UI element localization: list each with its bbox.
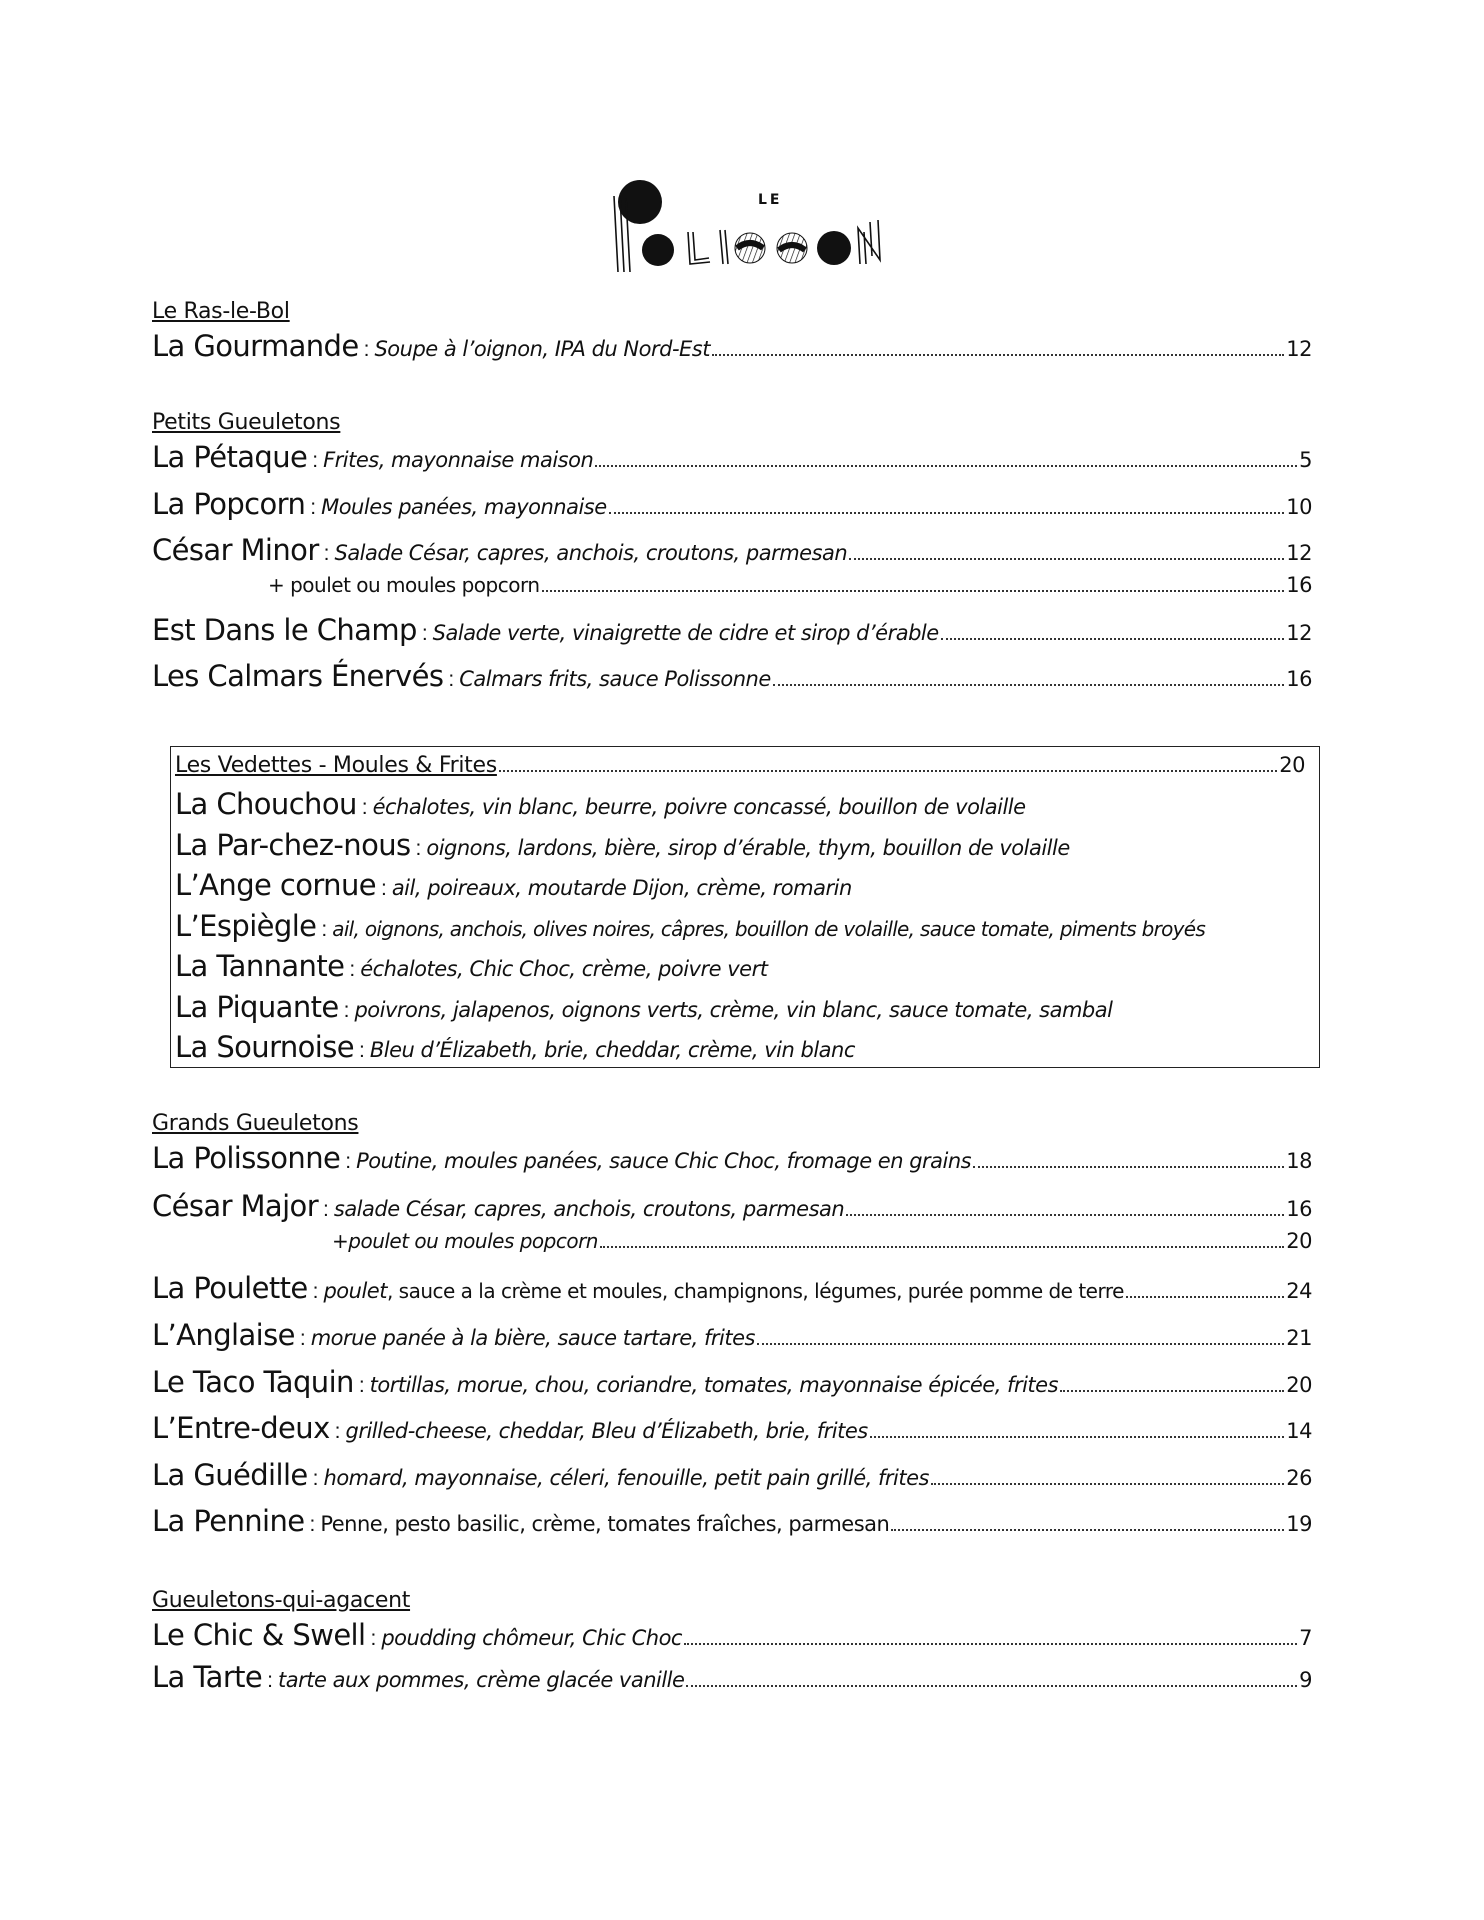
item-name: La Polissonne xyxy=(152,1141,341,1175)
dot-leader xyxy=(712,353,1284,356)
section-title: Grands Gueuletons xyxy=(152,1111,359,1136)
dot-leader xyxy=(542,589,1285,592)
dot-leader xyxy=(684,1642,1297,1645)
separator: : xyxy=(321,917,328,941)
menu-item xyxy=(175,909,1305,950)
item-description: homard, mayonnaise, céleri, fenouille, petit pain grillé, frites xyxy=(323,1466,929,1490)
item-name: La Chouchou xyxy=(175,787,357,821)
item-name: La Sournoise xyxy=(175,1030,355,1064)
separator: : xyxy=(363,338,370,361)
item-name: La Tannante xyxy=(175,949,345,983)
menu-item xyxy=(152,440,1312,487)
item-name: L’Entre-deux xyxy=(152,1411,330,1445)
dot-leader xyxy=(849,557,1284,560)
svg-text:LE: LE xyxy=(758,192,783,208)
menu-item-addon xyxy=(152,1229,1312,1271)
item-name: César Minor xyxy=(152,533,319,567)
section-grands-gueuletons xyxy=(152,1107,1312,1548)
item-price: 7 xyxy=(1299,1626,1312,1650)
item-price: 21 xyxy=(1286,1326,1312,1350)
addon-description: + poulet ou moules popcorn xyxy=(268,573,540,597)
item-name: Les Calmars Énervés xyxy=(152,659,444,693)
item-name: La Guédille xyxy=(152,1458,308,1492)
item-name: L’Espiègle xyxy=(175,908,317,943)
item-description-italic: poulet xyxy=(323,1279,387,1303)
menu-item xyxy=(152,1458,1312,1504)
menu-item xyxy=(152,1318,1312,1365)
item-name: Est Dans le Champ xyxy=(152,613,417,647)
section-vedettes-box xyxy=(170,746,1320,1068)
menu-item xyxy=(152,329,1312,369)
item-description: Poutine, moules panées, sauce Chic Choc, fromage en grains xyxy=(356,1149,972,1173)
item-price: 9 xyxy=(1299,1668,1312,1692)
item-description: grilled-cheese, cheddar, Bleu d’Élizabeth, brie, frites xyxy=(345,1419,868,1443)
item-price: 14 xyxy=(1286,1419,1312,1443)
menu-item xyxy=(152,1271,1312,1318)
menu-item xyxy=(152,1618,1312,1660)
dot-leader xyxy=(499,769,1277,772)
dot-leader xyxy=(595,464,1297,467)
item-name: La Pennine xyxy=(152,1504,305,1538)
dot-leader xyxy=(973,1165,1284,1168)
item-price: 20 xyxy=(1286,1229,1312,1253)
menu-item xyxy=(152,613,1312,659)
separator: : xyxy=(345,1150,352,1173)
menu-item xyxy=(152,1411,1312,1458)
item-description: Penne, pesto basilic, crème, tomates fraîches, parmesan xyxy=(320,1512,890,1536)
separator: : xyxy=(312,1280,319,1303)
section-price: 20 xyxy=(1279,753,1305,777)
item-name: L’Ange cornue xyxy=(175,868,376,902)
dot-leader xyxy=(931,1482,1284,1485)
separator: : xyxy=(370,1627,377,1650)
item-description: ail, poireaux, moutarde Dijon, crème, romarin xyxy=(391,876,852,900)
separator: : xyxy=(267,1669,274,1692)
section-petits-gueuletons xyxy=(152,406,1312,703)
item-name: La Poulette xyxy=(152,1271,308,1305)
item-price: 10 xyxy=(1286,495,1312,519)
separator: : xyxy=(380,877,387,900)
menu-item xyxy=(152,1504,1312,1548)
item-description: poudding chômeur, Chic Choc xyxy=(381,1626,682,1650)
dot-leader xyxy=(686,1684,1297,1687)
separator: : xyxy=(312,1467,319,1490)
section-ras-le-bol xyxy=(152,295,1312,369)
item-description: Frites, mayonnaise maison xyxy=(323,448,594,472)
item-description: poivrons, jalapenos, oignons verts, crème, vin blanc, sauce tomate, sambal xyxy=(354,997,1113,1022)
separator: : xyxy=(310,496,317,519)
dot-leader xyxy=(609,511,1285,514)
item-price: 16 xyxy=(1286,667,1312,691)
item-description: ail, oignons, anchois, olives noires, câpres, bouillon de volaille, sauce tomate, piments broyés xyxy=(332,916,1206,941)
dot-leader xyxy=(891,1528,1284,1531)
item-price: 19 xyxy=(1286,1512,1312,1536)
separator: : xyxy=(358,1374,365,1397)
menu-item xyxy=(152,533,1312,573)
item-name: L’Anglaise xyxy=(152,1318,295,1352)
menu-item xyxy=(152,1141,1312,1189)
menu-item xyxy=(152,1365,1312,1411)
menu-item xyxy=(152,659,1312,703)
dot-leader xyxy=(941,637,1285,640)
item-price: 12 xyxy=(1286,621,1312,645)
menu-item xyxy=(175,868,1305,909)
separator: : xyxy=(415,836,422,860)
menu-item-addon xyxy=(152,573,1312,613)
item-description: , sauce a la crème et moules, champignons, légumes, purée pomme de terre xyxy=(386,1279,1124,1303)
separator: : xyxy=(323,1198,329,1221)
menu-item xyxy=(175,990,1305,1031)
item-description: oignons, lardons, bière, sirop d’érable, thym, bouillon de volaille xyxy=(426,835,1070,860)
item-description: Moules panées, mayonnaise xyxy=(321,495,607,519)
item-name: La Par-chez-nous xyxy=(175,827,411,862)
separator: : xyxy=(343,998,350,1022)
item-price: 16 xyxy=(1286,1197,1312,1221)
dot-leader xyxy=(870,1435,1285,1438)
item-price: 16 xyxy=(1286,573,1312,597)
dot-leader xyxy=(1126,1295,1284,1298)
item-name: La Tarte xyxy=(152,1660,263,1694)
addon-description: +poulet ou moules popcorn xyxy=(332,1229,598,1253)
menu-item xyxy=(175,828,1305,869)
section-title: Gueuletons-qui-agacent xyxy=(152,1588,411,1613)
separator: : xyxy=(312,449,319,472)
item-description: Calmars frits, sauce Polissonne xyxy=(459,667,771,691)
dot-leader xyxy=(846,1213,1284,1216)
item-description: Salade César, capres, anchois, croutons, parmesan xyxy=(334,541,848,565)
item-price: 20 xyxy=(1286,1373,1312,1397)
dot-leader xyxy=(773,683,1285,686)
dot-leader xyxy=(600,1245,1284,1248)
menu-item xyxy=(152,1189,1312,1229)
item-name: Le Chic & Swell xyxy=(152,1618,366,1652)
section-header-row xyxy=(175,753,1305,787)
item-price: 5 xyxy=(1299,448,1312,472)
item-name: La Popcorn xyxy=(152,487,306,521)
separator: : xyxy=(359,1039,365,1062)
item-description: Bleu d’Élizabeth, brie, cheddar, crème, vin blanc xyxy=(369,1038,855,1062)
item-name: La Pétaque xyxy=(152,440,308,474)
item-description: tarte aux pommes, crème glacée vanille xyxy=(278,1668,685,1692)
separator: : xyxy=(349,958,356,981)
menu-item xyxy=(175,787,1305,828)
item-name: La Gourmande xyxy=(152,329,359,363)
separator: : xyxy=(361,796,368,819)
section-title: Le Ras-le-Bol xyxy=(152,299,290,324)
item-description: échalotes, vin blanc, beurre, poivre concassé, bouillon de volaille xyxy=(372,795,1026,819)
menu-item xyxy=(175,949,1305,990)
separator: : xyxy=(299,1327,306,1350)
item-price: 12 xyxy=(1286,541,1312,565)
item-price: 12 xyxy=(1286,337,1312,361)
le-polisson-logo xyxy=(608,176,958,288)
item-description: échalotes, Chic Choc, crème, poivre vert xyxy=(360,957,768,981)
item-description: Soupe à l’oignon, IPA du Nord-Est xyxy=(374,337,710,361)
section-gueuletons-qui-agacent xyxy=(152,1584,1312,1702)
dot-leader xyxy=(757,1342,1284,1345)
menu-item xyxy=(175,1030,1305,1071)
item-price: 18 xyxy=(1286,1149,1312,1173)
item-name: La Piquante xyxy=(175,989,339,1024)
separator: : xyxy=(421,622,428,645)
separator: : xyxy=(448,668,455,691)
section-title: Les Vedettes - Moules & Frites xyxy=(175,753,497,778)
menu-item xyxy=(152,1660,1312,1702)
separator: : xyxy=(334,1420,341,1443)
separator: : xyxy=(309,1513,316,1536)
item-description: morue panée à la bière, sauce tartare, frites xyxy=(310,1326,755,1350)
item-name: César Major xyxy=(152,1189,319,1223)
item-description: salade César, capres, anchois, croutons, parmesan xyxy=(333,1197,845,1221)
item-price: 26 xyxy=(1286,1466,1312,1490)
separator: : xyxy=(323,542,330,565)
item-description: tortillas, morue, chou, coriandre, tomates, mayonnaise épicée, frites xyxy=(369,1373,1059,1397)
item-description: Salade verte, vinaigrette de cidre et sirop d’érable xyxy=(432,621,939,645)
menu-item xyxy=(152,487,1312,533)
dot-leader xyxy=(1060,1389,1284,1392)
item-name: Le Taco Taquin xyxy=(152,1365,354,1399)
section-title: Petits Gueuletons xyxy=(152,410,341,435)
item-price: 24 xyxy=(1286,1279,1312,1303)
